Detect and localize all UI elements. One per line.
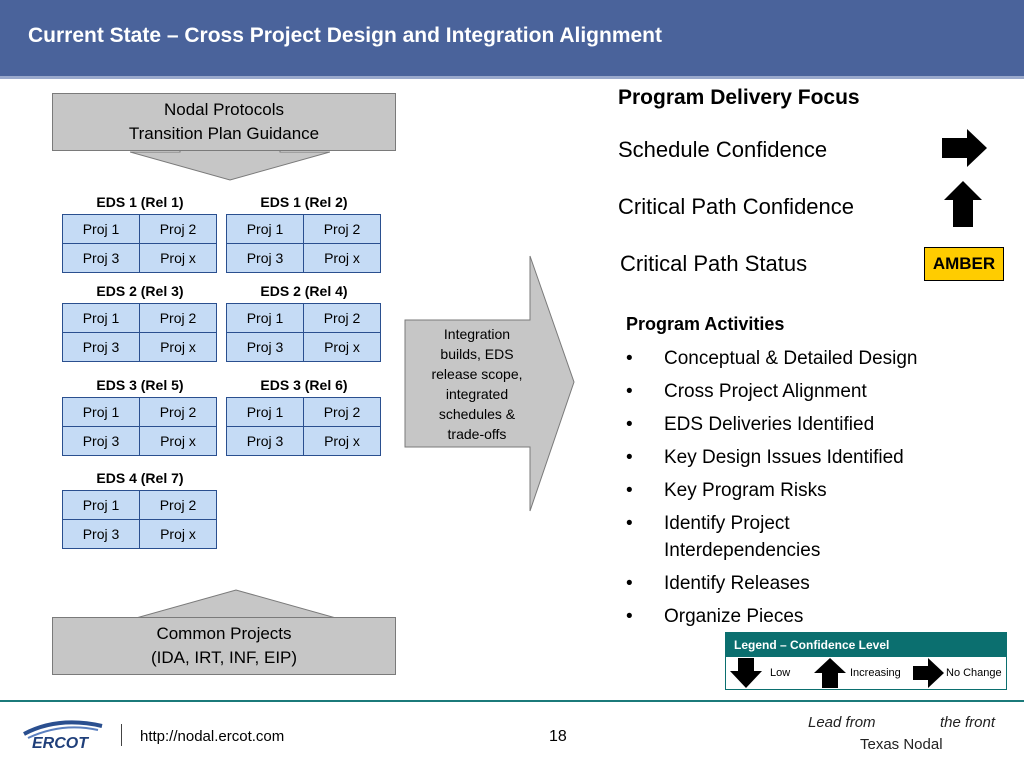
list-item: • Identify Project Interdependencies	[620, 510, 864, 564]
logo-text: ERCOT	[32, 735, 88, 752]
footer-divider	[0, 700, 1024, 702]
eds-cell: Proj 1	[63, 398, 139, 426]
eds-grid	[62, 303, 217, 362]
eds-cell: Proj 2	[304, 304, 380, 332]
eds-title: EDS 1 (Rel 2)	[260, 194, 348, 210]
tagline-org: Texas Nodal	[860, 736, 943, 753]
eds-cell: Proj 3	[227, 427, 303, 455]
eds-cell: Proj 1	[63, 491, 139, 519]
critical-path-confidence-label: Critical Path Confidence	[618, 194, 855, 219]
eds-cell: Proj 1	[227, 304, 303, 332]
eds-cell: Proj 2	[140, 491, 216, 519]
legend-row	[726, 657, 1006, 690]
eds-cell: Proj 1	[227, 215, 303, 243]
list-item: • Key Program Risks	[620, 477, 1000, 504]
eds-cell: Proj 2	[140, 304, 216, 332]
integration-line: builds, EDS	[440, 346, 514, 362]
integration-line: trade-offs	[447, 426, 507, 442]
eds-cell: Proj 1	[227, 398, 303, 426]
program-activities-heading: Program Activities	[626, 314, 785, 334]
eds-title: EDS 3 (Rel 5)	[96, 377, 184, 393]
legend-title: Legend – Confidence Level	[726, 633, 1006, 657]
confidence-legend	[725, 632, 1007, 690]
arrow-up-icon	[812, 657, 848, 689]
eds-cell: Proj 2	[304, 398, 380, 426]
eds-cell: Proj 1	[63, 304, 139, 332]
eds-cell: Proj x	[140, 520, 216, 548]
footer-url[interactable]: http://nodal.ercot.com	[140, 728, 285, 745]
list-item: • EDS Deliveries Identified	[620, 411, 1000, 438]
eds-cell: Proj 3	[227, 244, 303, 272]
integration-text	[408, 324, 546, 444]
eds-cell: Proj 3	[63, 427, 139, 455]
program-delivery-focus-heading: Program Delivery Focus	[618, 86, 860, 109]
title-bar	[0, 0, 1024, 79]
eds-title: EDS 3 (Rel 6)	[260, 377, 348, 393]
eds-cell: Proj 1	[63, 215, 139, 243]
integration-line: integrated	[445, 386, 509, 402]
eds-cell: Proj x	[304, 427, 380, 455]
eds-cell: Proj x	[140, 244, 216, 272]
tagline-lead: Lead from	[808, 714, 876, 731]
common-projects-box	[52, 617, 396, 675]
eds-grid	[62, 214, 217, 273]
eds-cell: Proj x	[304, 244, 380, 272]
arrow-right-icon	[941, 128, 989, 168]
legend-low-label: Low	[770, 667, 791, 679]
tagline-front: the front	[940, 714, 996, 731]
nodal-protocols-line1: Nodal Protocols	[163, 100, 284, 119]
eds-cell: Proj 2	[304, 215, 380, 243]
nodal-protocols-box	[52, 93, 396, 151]
eds-cell: Proj x	[140, 333, 216, 361]
integration-line: release scope,	[431, 366, 523, 382]
top-down-arrow	[130, 148, 330, 182]
eds-grid	[62, 397, 217, 456]
eds-title: EDS 4 (Rel 7)	[96, 470, 184, 486]
eds-cell: Proj 3	[63, 333, 139, 361]
page-number: 18	[549, 728, 567, 745]
eds-title: EDS 2 (Rel 3)	[96, 283, 184, 299]
critical-path-status-label: Critical Path Status	[620, 251, 808, 276]
eds-cell: Proj 3	[227, 333, 303, 361]
eds-cell: Proj 2	[140, 215, 216, 243]
eds-cell: Proj 3	[63, 520, 139, 548]
common-projects-line1: Common Projects	[156, 624, 292, 643]
status-badge: AMBER	[924, 247, 1004, 281]
list-item: • Cross Project Alignment	[620, 378, 1000, 405]
arrow-down-icon	[728, 657, 764, 689]
arrow-right-icon	[912, 657, 946, 689]
footer-separator	[121, 724, 122, 746]
eds-title: EDS 2 (Rel 4)	[260, 283, 348, 299]
activities-list	[620, 345, 1000, 636]
legend-increasing-label: Increasing	[850, 667, 901, 679]
legend-no-change-label: No Change	[946, 667, 1002, 679]
schedule-confidence-label: Schedule Confidence	[618, 137, 828, 162]
integration-line: Integration	[443, 326, 511, 342]
list-item: • Identify Releases	[620, 570, 1000, 597]
eds-cell: Proj 3	[63, 244, 139, 272]
eds-grid	[226, 303, 381, 362]
eds-grid	[62, 490, 217, 549]
eds-cell: Proj x	[304, 333, 380, 361]
eds-cell: Proj x	[140, 427, 216, 455]
list-item: • Conceptual & Detailed Design	[620, 345, 1000, 372]
eds-grid	[226, 214, 381, 273]
integration-line: schedules &	[438, 406, 516, 422]
ercot-logo	[18, 712, 106, 752]
slide-title: Current State – Cross Project Design and Integration Alignment	[28, 24, 662, 47]
list-item: • Key Design Issues Identified	[620, 444, 1000, 471]
nodal-protocols-line2: Transition Plan Guidance	[128, 124, 320, 143]
eds-cell: Proj 2	[140, 398, 216, 426]
common-projects-line2: (IDA, IRT, INF, EIP)	[150, 648, 298, 667]
list-item: • Organize Pieces	[620, 603, 1000, 630]
eds-grid	[226, 397, 381, 456]
eds-title: EDS 1 (Rel 1)	[96, 194, 184, 210]
arrow-up-icon	[942, 180, 984, 228]
